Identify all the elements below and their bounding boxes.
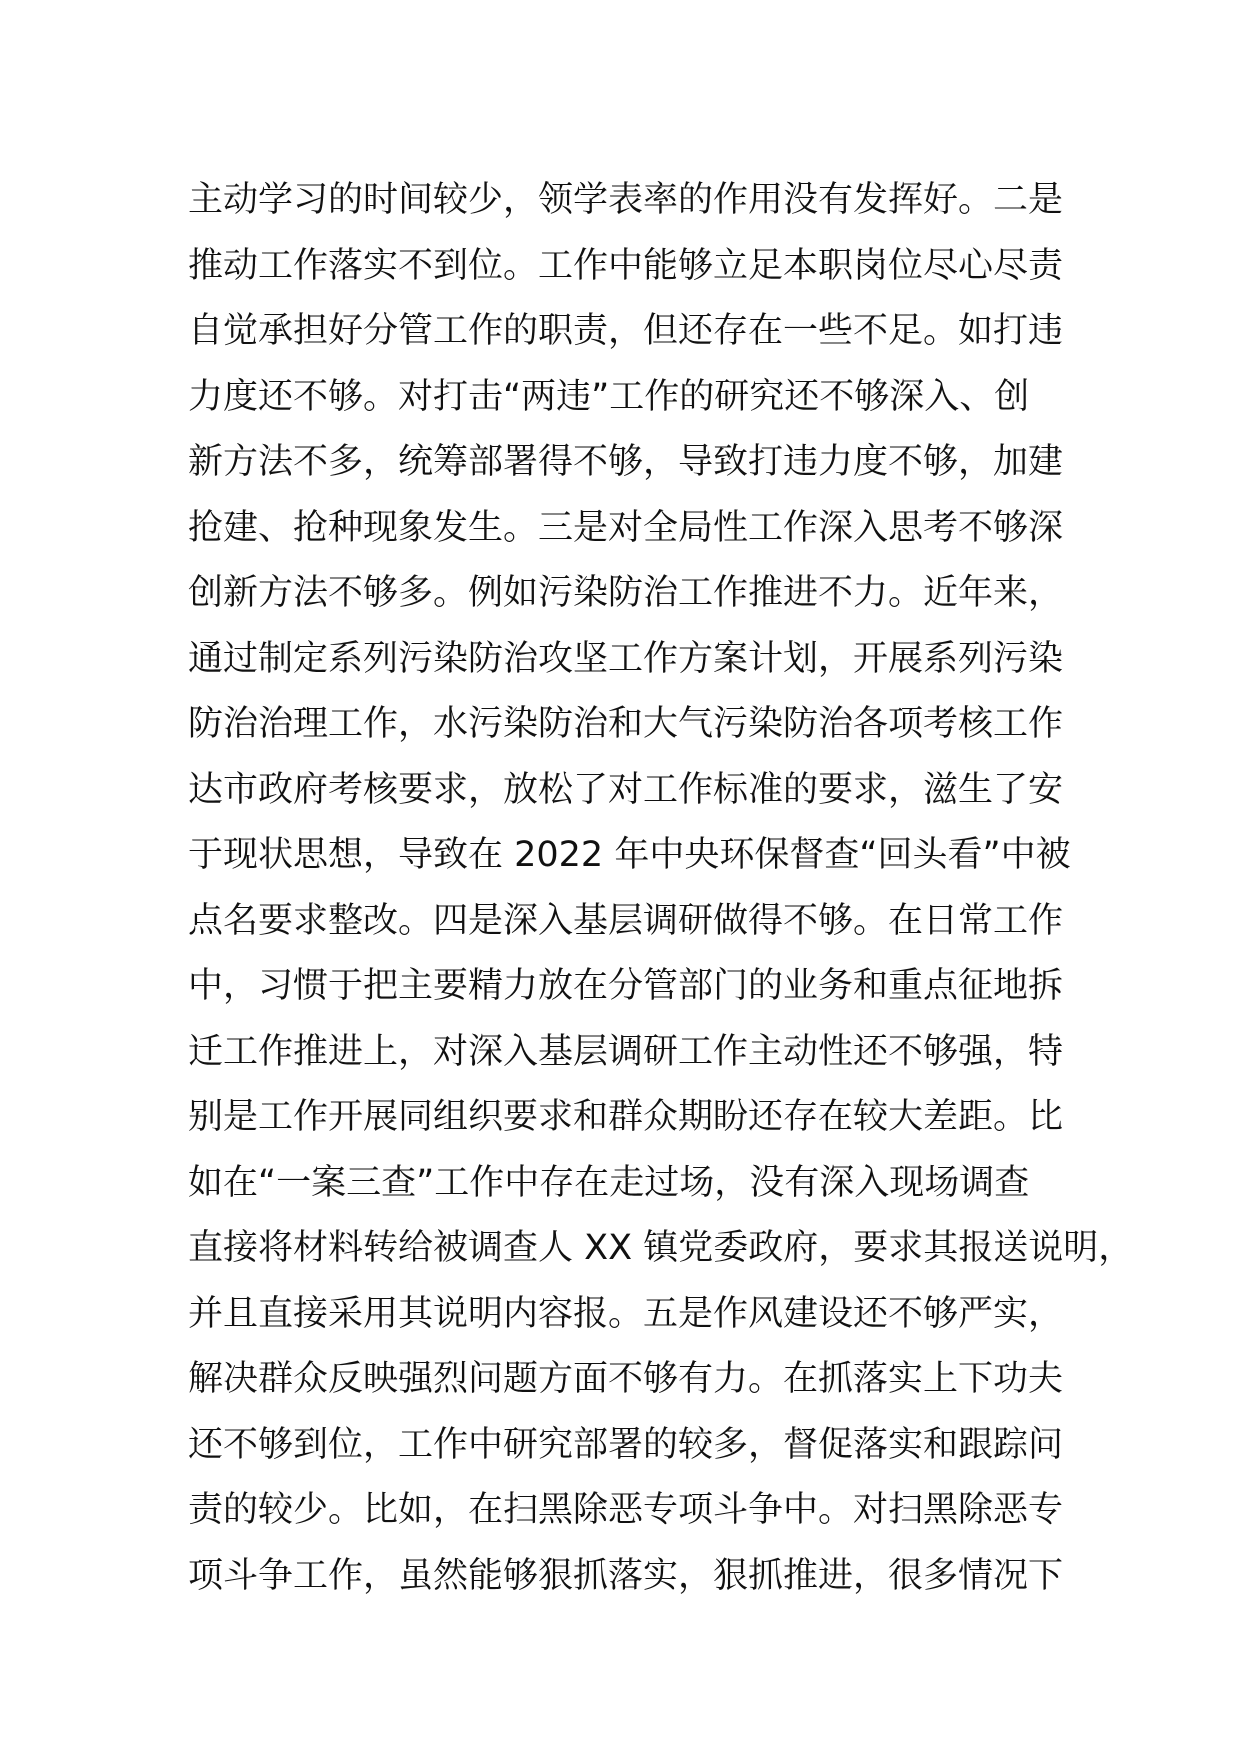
text-line-19: 解决群众反映强烈问题方面不够有力。在抓落实上下功夫 [188, 1359, 1064, 1399]
text-line-1: 主动学习的时间较少，领学表率的作用没有发挥好。二是 [188, 180, 1064, 220]
text-line-17: 直接将材料转给被调查人 XX 镇党委政府，要求其报送说明， [188, 1228, 1134, 1268]
text-line-22: 项斗争工作，虽然能够狠抓落实，狠抓推进，很多情况下 [188, 1555, 1064, 1596]
text-line-12: 点名要求整改。四是深入基层调研做得不够。在日常工作 [188, 900, 1064, 941]
text-line-11: 于现状思想，导致在 2022 年中央环保督查“回头看”中被 [188, 835, 1071, 875]
text-line-13: 中，习惯于把主要精力放在分管部门的业务和重点征地拆 [188, 966, 1064, 1006]
text-line-15: 别是工作开展同组织要求和群众期盼还存在较大差距。比 [188, 1097, 1064, 1137]
text-line-9: 防治治理工作，水污染防治和大气污染防治各项考核工作 [188, 704, 1064, 744]
text-line-6: 抢建、抢种现象发生。三是对全局性工作深入思考不够深 [188, 507, 1064, 548]
text-line-20: 还不够到位，工作中研究部署的较多，督促落实和跟踪问 [188, 1424, 1064, 1465]
body-text [188, 168, 1134, 1609]
text-line-16: 如在“一案三查”工作中存在走过场，没有深入现场调查 [188, 1162, 1030, 1203]
text-line-10: 达市政府考核要求，放松了对工作标准的要求，滋生了安 [188, 769, 1064, 810]
text-line-2: 推动工作落实不到位。工作中能够立足本职岗位尽心尽责 [188, 245, 1064, 286]
text-line-14: 迁工作推进上，对深入基层调研工作主动性还不够强，特 [188, 1031, 1064, 1072]
text-line-5: 新方法不多，统筹部署得不够，导致打违力度不够，加建 [188, 442, 1064, 482]
text-line-8: 通过制定系列污染防治攻坚工作方案计划，开展系列污染 [188, 638, 1064, 679]
text-line-21: 责的较少。比如，在扫黑除恶专项斗争中。对扫黑除恶专 [188, 1490, 1064, 1530]
text-line-4: 力度还不够。对打击“两违”工作的研究还不够深入、创 [188, 376, 1030, 417]
text-line-18: 并且直接采用其说明内容报。五是作风建设还不够严实， [188, 1293, 1064, 1334]
text-line-7: 创新方法不够多。例如污染防治工作推进不力。近年来， [188, 573, 1064, 613]
text-line-3: 自觉承担好分管工作的职责，但还存在一些不足。如打违 [188, 311, 1064, 351]
